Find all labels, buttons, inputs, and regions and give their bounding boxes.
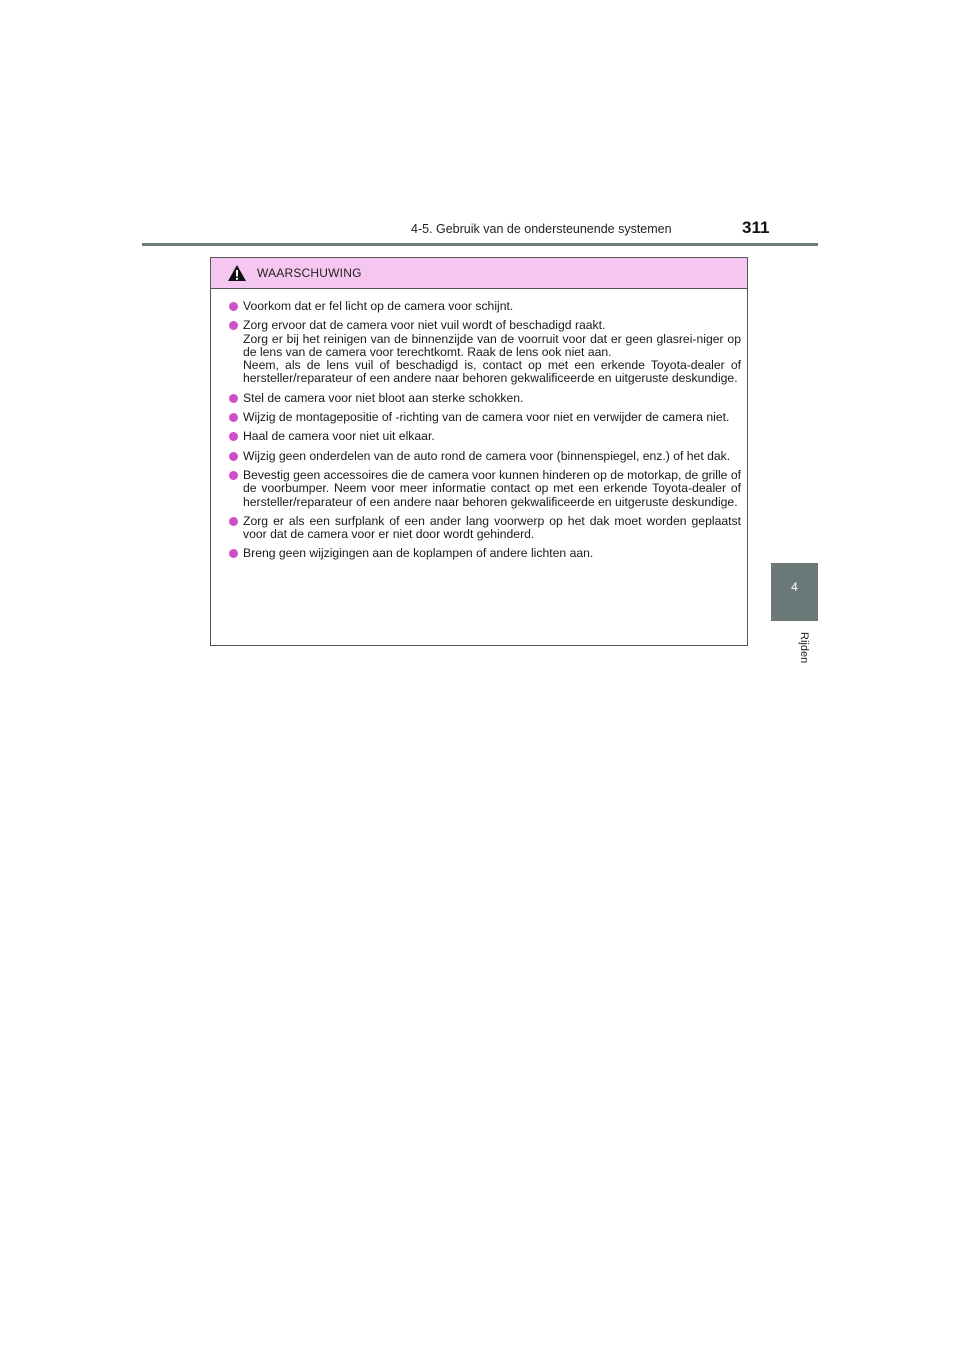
warning-title: WAARSCHUWING <box>257 266 362 280</box>
warning-item <box>229 469 741 509</box>
chapter-tab[interactable] <box>771 563 818 621</box>
warning-item-text: Breng geen wijzigingen aan de koplampen of andere lichten aan. <box>243 546 594 561</box>
warning-item <box>229 450 741 463</box>
warning-item <box>229 392 741 405</box>
warning-item-text: Voorkom dat er fel licht op de camera voor schijnt. <box>243 299 514 313</box>
warning-item-text: Wijzig geen onderdelen van de auto rond de camera voor (binnenspiegel, enz.) of het dak. <box>243 448 731 463</box>
warning-item-text: Stel de camera voor niet bloot aan sterke schokken. <box>243 390 524 405</box>
bullet-icon <box>229 452 238 461</box>
bullet-icon <box>229 549 238 558</box>
warning-item-text: Bevestig geen accessoires die de camera voor kunnen hinderen op de motorkap, de grille of de voorbumper. Neem voor meer informatie contact op met een erkende Toyota-dealer of hersteller/reparateur of een andere naar behoren gekwalificeerde en uitgeruste deskundige. <box>243 467 741 509</box>
warning-item <box>229 515 741 542</box>
page-number: 311 <box>742 218 770 237</box>
warning-list <box>211 289 747 561</box>
warning-item <box>229 411 741 424</box>
header-title: 4-5. Gebruik van de ondersteunende systemen <box>411 222 672 236</box>
bullet-icon <box>229 394 238 403</box>
warning-item <box>229 430 741 443</box>
bullet-icon <box>229 517 238 526</box>
warning-icon <box>227 264 247 282</box>
warning-item-text: Haal de camera voor niet uit elkaar. <box>243 429 435 444</box>
warning-header <box>211 258 747 289</box>
bullet-icon <box>229 413 238 422</box>
warning-box <box>210 257 748 646</box>
chapter-number: 4 <box>791 580 798 594</box>
bullet-icon <box>229 321 238 330</box>
warning-item-text: Zorg ervoor dat de camera voor niet vuil wordt of beschadigd raakt. Zorg er bij het reinigen van de binnenzijde van de voorruit voor dat er geen glasrei-niger op de lens van de camera voor terechtkomt. Raak de lens ook niet aan. Neem, als de lens vuil of beschadigd is, contact op met een erkende Toyota-dealer of hersteller/reparateur of een andere naar behoren gekwalificeerde en uitgeruste deskundige. <box>243 318 741 386</box>
bullet-icon <box>229 432 238 441</box>
chapter-label: Rijden <box>798 632 810 664</box>
bullet-icon <box>229 302 238 311</box>
warning-item-text: Wijzig de montagepositie of -richting van de camera voor niet en verwijder de camera niet. <box>243 410 730 425</box>
warning-item <box>229 319 741 385</box>
bullet-icon <box>229 471 238 480</box>
warning-item <box>229 300 741 313</box>
header-rule <box>142 243 818 246</box>
warning-item <box>229 547 741 560</box>
warning-item-text: Zorg er als een surfplank of een ander lang voorwerp op het dak moet worden geplaatst voor dat de camera voor er niet door wordt gehinderd. <box>243 513 741 542</box>
